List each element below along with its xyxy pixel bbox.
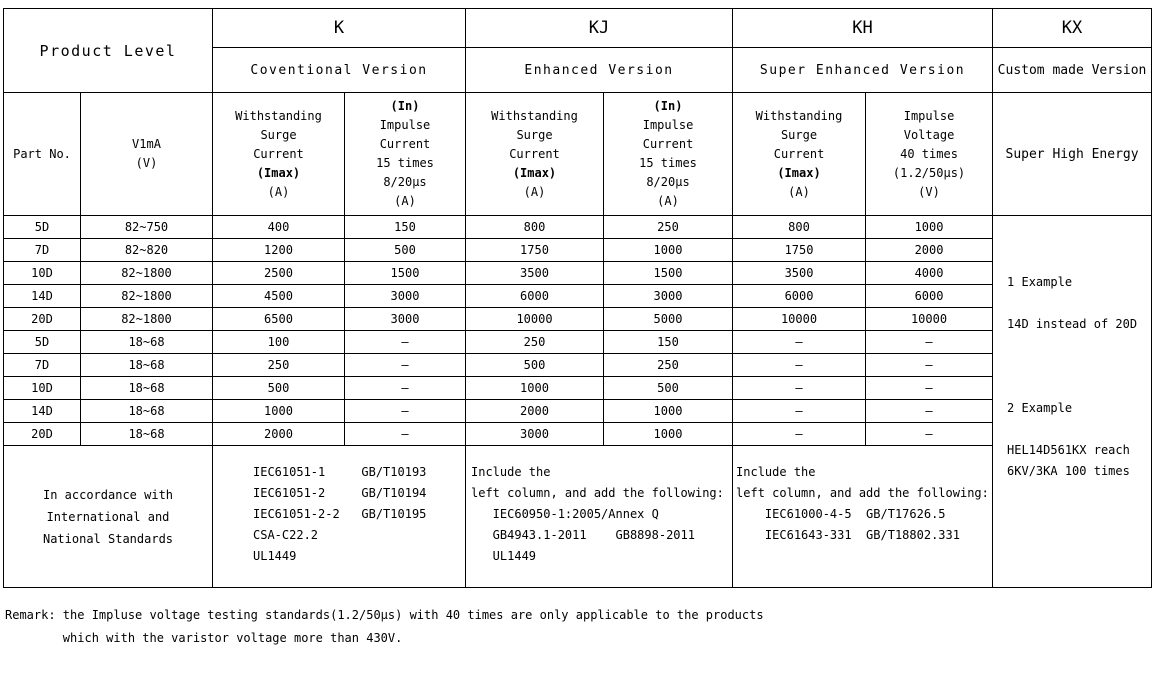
text-line: 8/20μs xyxy=(646,175,690,189)
text-line: Current xyxy=(509,146,560,161)
value-cell: 250 xyxy=(604,216,733,239)
text-line: V1mA xyxy=(132,137,161,151)
text-line: (1.2/50μs) xyxy=(892,165,966,180)
part-no-cell: 20D xyxy=(4,308,81,331)
text-line: Include the xyxy=(736,465,816,479)
group-k-code: K xyxy=(213,9,466,48)
text-line: Impulse xyxy=(903,108,955,123)
value-cell: 3500 xyxy=(466,262,604,285)
value-cell: 500 xyxy=(213,377,345,400)
text-line: Withstanding xyxy=(235,108,322,123)
value-cell: — xyxy=(345,354,466,377)
text-line: 6KV/3KA 100 times xyxy=(1007,464,1130,478)
text-line: Current xyxy=(642,137,694,151)
value-cell: 250 xyxy=(466,331,604,354)
text-line: Current xyxy=(253,146,304,161)
product-level-header: Product Level xyxy=(4,9,213,93)
value-cell: 1750 xyxy=(733,239,866,262)
table-row xyxy=(4,216,1152,239)
text-line: IEC61051-2 GB/T10194 xyxy=(253,486,427,500)
group-kh-version: Super Enhanced Version xyxy=(733,48,993,93)
text-line: (Imax) xyxy=(512,165,557,180)
text-line xyxy=(1007,335,1147,356)
value-cell: — xyxy=(345,377,466,400)
col-header-k-surge-current xyxy=(213,93,345,216)
value-cell: 6500 xyxy=(213,308,345,331)
part-no-cell: 10D xyxy=(4,377,81,400)
text-line: (V) xyxy=(135,156,158,170)
text-line: (A) xyxy=(657,194,679,208)
standards-k xyxy=(213,446,466,588)
value-cell: — xyxy=(733,354,866,377)
v1ma-cell: 18~68 xyxy=(81,400,213,423)
value-cell: 1200 xyxy=(213,239,345,262)
group-kh-code: KH xyxy=(733,9,993,48)
part-no-cell: 5D xyxy=(4,216,81,239)
col-header-kj-impulse-current xyxy=(604,93,733,216)
col-header-kx-super-high-energy: Super High Energy xyxy=(993,93,1152,216)
text-line: Withstanding xyxy=(755,108,843,123)
value-cell: 5000 xyxy=(604,308,733,331)
value-cell: — xyxy=(866,377,993,400)
text-line: UL1449 xyxy=(471,549,537,563)
product-level-spec-table xyxy=(3,8,1152,588)
value-cell: — xyxy=(345,400,466,423)
value-cell: 10000 xyxy=(733,308,866,331)
text-line: Current xyxy=(773,146,825,161)
value-cell: 3500 xyxy=(733,262,866,285)
value-cell: 1750 xyxy=(466,239,604,262)
text-line: Surge xyxy=(516,127,553,142)
table-row xyxy=(4,377,1152,400)
value-cell: 1500 xyxy=(345,262,466,285)
value-cell: 1000 xyxy=(213,400,345,423)
col-header-v1ma xyxy=(81,93,213,216)
v1ma-cell: 82~1800 xyxy=(81,262,213,285)
text-line: Withstanding xyxy=(491,108,578,123)
text-line: Remark: the Impluse voltage testing standards(1.2/50μs) with 40 times are only applicable to the products xyxy=(5,608,764,622)
text-line: IEC60950-1:2005/Annex Q xyxy=(471,507,659,521)
table-row xyxy=(4,262,1152,285)
value-cell: 150 xyxy=(604,331,733,354)
text-line: UL1449 xyxy=(253,549,297,563)
text-line: (A) xyxy=(523,184,546,199)
text-line: left column, and add the following: xyxy=(736,486,989,500)
part-no-cell: 7D xyxy=(4,239,81,262)
group-kj-version: Enhanced Version xyxy=(466,48,733,93)
value-cell: — xyxy=(733,377,866,400)
text-line xyxy=(1007,377,1147,398)
v1ma-cell: 82~750 xyxy=(81,216,213,239)
value-cell: 500 xyxy=(466,354,604,377)
text-line: (Imax) xyxy=(777,165,821,180)
value-cell: 500 xyxy=(604,377,733,400)
value-cell: 3000 xyxy=(466,423,604,446)
text-line: National Standards xyxy=(42,531,174,546)
value-cell: — xyxy=(733,423,866,446)
column-header-row xyxy=(4,93,1152,216)
standards-row xyxy=(4,446,1152,588)
v1ma-cell: 82~1800 xyxy=(81,285,213,308)
group-kj-code: KJ xyxy=(466,9,733,48)
text-line: 8/20μs xyxy=(383,175,427,189)
text-line: left column, and add the following: xyxy=(471,486,724,500)
text-line: 1 Example xyxy=(1007,275,1073,289)
value-cell: 3000 xyxy=(345,285,466,308)
value-cell: 10000 xyxy=(866,308,993,331)
value-cell: 1500 xyxy=(604,262,733,285)
value-cell: 1000 xyxy=(866,216,993,239)
v1ma-cell: 82~820 xyxy=(81,239,213,262)
text-line: (A) xyxy=(394,194,416,208)
v1ma-cell: 82~1800 xyxy=(81,308,213,331)
value-cell: — xyxy=(866,354,993,377)
text-line: Surge xyxy=(260,127,297,142)
remark-note xyxy=(5,604,764,650)
text-line: IEC61000-4-5 GB/T17626.5 xyxy=(736,507,946,521)
text-line xyxy=(1007,419,1147,440)
value-cell: 500 xyxy=(345,239,466,262)
text-line: HEL14D561KX reach xyxy=(1007,443,1130,457)
value-cell: 2000 xyxy=(866,239,993,262)
col-header-kh-surge-current xyxy=(733,93,866,216)
v1ma-cell: 18~68 xyxy=(81,377,213,400)
value-cell: 6000 xyxy=(866,285,993,308)
text-line: Impulse xyxy=(379,118,431,132)
value-cell: 1000 xyxy=(604,239,733,262)
text-line: 14D instead of 20D xyxy=(1007,317,1138,331)
text-line: 2 Example xyxy=(1007,401,1073,415)
part-no-cell: 7D xyxy=(4,354,81,377)
value-cell: 3000 xyxy=(604,285,733,308)
text-line: 40 times xyxy=(900,146,958,161)
text-line: (A) xyxy=(267,184,290,199)
text-line: Surge xyxy=(780,127,818,142)
value-cell: 4000 xyxy=(866,262,993,285)
standards-kj xyxy=(466,446,733,588)
value-cell: 2000 xyxy=(213,423,345,446)
value-cell: 2500 xyxy=(213,262,345,285)
text-line: Voltage xyxy=(903,127,955,142)
value-cell: — xyxy=(733,400,866,423)
text-line: Include the xyxy=(471,465,551,479)
text-line: IEC61051-2-2 GB/T10195 xyxy=(253,507,427,521)
value-cell: 400 xyxy=(213,216,345,239)
value-cell: 1000 xyxy=(604,423,733,446)
v1ma-cell: 18~68 xyxy=(81,423,213,446)
part-no-cell: 20D xyxy=(4,423,81,446)
text-line: International and xyxy=(46,509,170,524)
text-line: GB4943.1-2011 GB8898-2011 xyxy=(471,528,695,542)
table-row xyxy=(4,400,1152,423)
table-row xyxy=(4,285,1152,308)
part-no-cell: 14D xyxy=(4,285,81,308)
table-row xyxy=(4,239,1152,262)
text-line: Impulse xyxy=(642,118,694,132)
text-line: In accordance with xyxy=(42,487,174,502)
standards-kh xyxy=(733,446,993,588)
value-cell: — xyxy=(866,400,993,423)
value-cell: 1000 xyxy=(466,377,604,400)
col-header-k-impulse-current xyxy=(345,93,466,216)
text-line: (Imax) xyxy=(256,165,301,180)
text-line: which with the varistor voltage more than 430V. xyxy=(5,631,403,645)
value-cell: 800 xyxy=(733,216,866,239)
text-line: 15 times xyxy=(376,156,434,170)
text-line: CSA-C22.2 xyxy=(253,528,319,542)
text-line: IEC61051-1 GB/T10193 xyxy=(253,465,427,479)
col-header-kj-surge-current xyxy=(466,93,604,216)
value-cell: 2000 xyxy=(466,400,604,423)
text-line: IEC61643-331 GB/T18802.331 xyxy=(736,528,960,542)
value-cell: 250 xyxy=(604,354,733,377)
table-row xyxy=(4,423,1152,446)
col-header-part-no: Part No. xyxy=(4,93,81,216)
group-kx-code: KX xyxy=(993,9,1152,48)
table-row xyxy=(4,331,1152,354)
group-kx-version: Custom made Version xyxy=(993,48,1152,93)
value-cell: 4500 xyxy=(213,285,345,308)
value-cell: 1000 xyxy=(604,400,733,423)
group-k-version: Coventional Version xyxy=(213,48,466,93)
part-no-cell: 5D xyxy=(4,331,81,354)
value-cell: — xyxy=(733,331,866,354)
text-line xyxy=(1007,293,1147,314)
table-row xyxy=(4,308,1152,331)
text-line: (A) xyxy=(788,184,810,199)
text-line: (V) xyxy=(918,184,940,199)
value-cell: 250 xyxy=(213,354,345,377)
value-cell: — xyxy=(345,331,466,354)
kx-examples-cell xyxy=(993,216,1152,588)
value-cell: 800 xyxy=(466,216,604,239)
text-line xyxy=(1007,356,1147,377)
text-line: 15 times xyxy=(639,156,697,170)
part-no-cell: 14D xyxy=(4,400,81,423)
value-cell: — xyxy=(866,331,993,354)
value-cell: 6000 xyxy=(466,285,604,308)
v1ma-cell: 18~68 xyxy=(81,354,213,377)
text-line: (In) xyxy=(390,99,420,113)
group-code-row xyxy=(4,9,1152,48)
col-header-kh-impulse-voltage xyxy=(866,93,993,216)
table-row xyxy=(4,354,1152,377)
v1ma-cell: 18~68 xyxy=(81,331,213,354)
value-cell: — xyxy=(866,423,993,446)
text-line: Current xyxy=(379,137,431,151)
part-no-cell: 10D xyxy=(4,262,81,285)
standards-label xyxy=(4,446,213,588)
value-cell: 10000 xyxy=(466,308,604,331)
value-cell: 6000 xyxy=(733,285,866,308)
value-cell: — xyxy=(345,423,466,446)
value-cell: 100 xyxy=(213,331,345,354)
text-line: (In) xyxy=(653,99,683,113)
value-cell: 150 xyxy=(345,216,466,239)
value-cell: 3000 xyxy=(345,308,466,331)
